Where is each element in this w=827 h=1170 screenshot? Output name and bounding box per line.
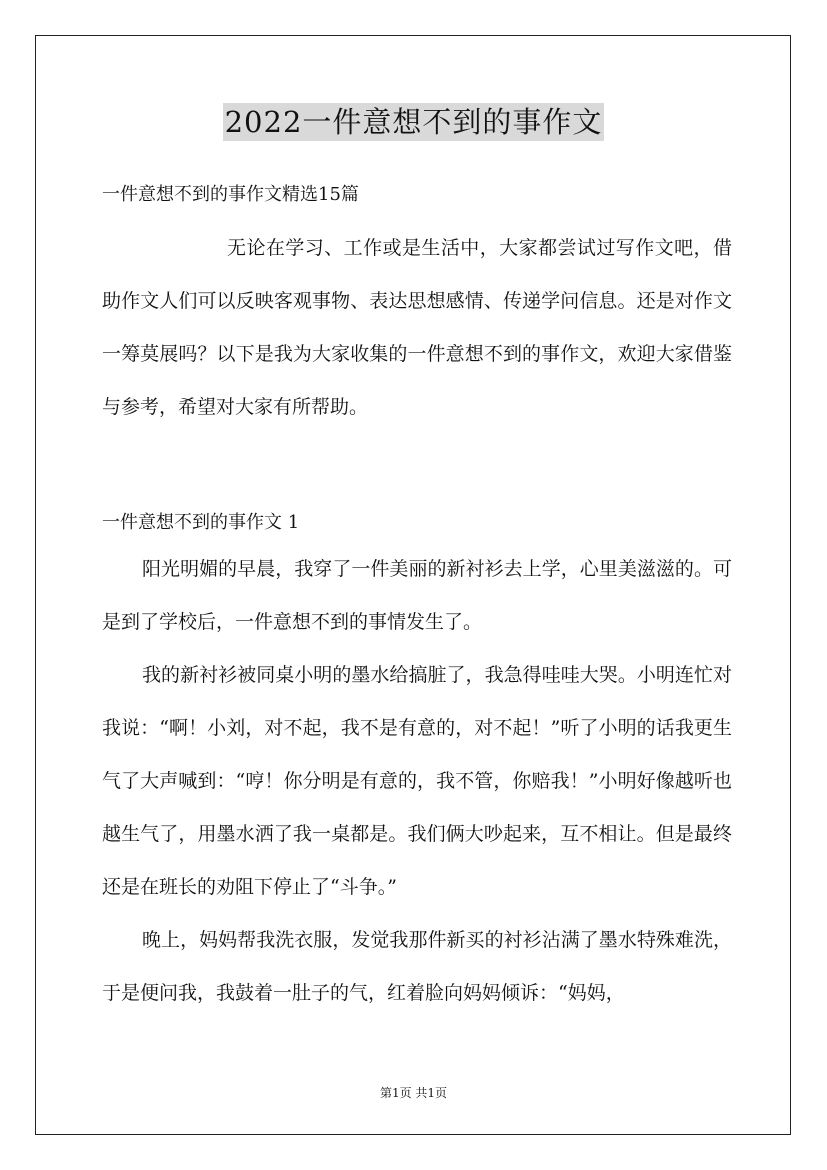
page-footer: 第1页 共1页 xyxy=(379,1086,448,1100)
body-paragraph-2: 我的新衬衫被同桌小明的墨水给搞脏了，我急得哇哇大哭。小明连忙对我说：“啊！小刘，对不起，我不是有意的，对不起！”听了小明的话我更生气了大声喊到：“哼！你分明是有意的，我不管，你赔我！”小明好像越听也越生气了，用墨水洒了我一桌都是。我们俩大吵起来，互不相让。但是最终还是在班长的劝阻下停止了“斗争。” xyxy=(102,664,732,898)
body-paragraph-1: 阳光明媚的早晨，我穿了一件美丽的新衬衫去上学，心里美滋滋的。可是到了学校后，一件意想不到的事情发生了。 xyxy=(102,558,732,633)
document-title-text: 2022一件意想不到的事作文 xyxy=(224,105,603,139)
body-paragraph-3: 晚上，妈妈帮我洗衣服，发觉我那件新买的衬衫沾满了墨水特殊难洗，于是便问我，我鼓着一肚子的气，红着脸向妈妈倾诉：“妈妈， xyxy=(102,929,732,1004)
intro-paragraph: 无论在学习、工作或是生活中，大家都尝试过写作文吧，借助作文人们可以反映客观事物、表达思想感情、传递学问信息。还是对作文一筹莫展吗？以下是我为大家收集的一件意想不到的事作文，欢迎大家借鉴与参考，希望对大家有所帮助。 xyxy=(102,237,732,418)
section-heading: 一件意想不到的事作文 1 xyxy=(102,512,300,533)
document-title xyxy=(0,100,827,141)
document-subtitle: 一件意想不到的事作文精选15篇 xyxy=(102,184,359,205)
